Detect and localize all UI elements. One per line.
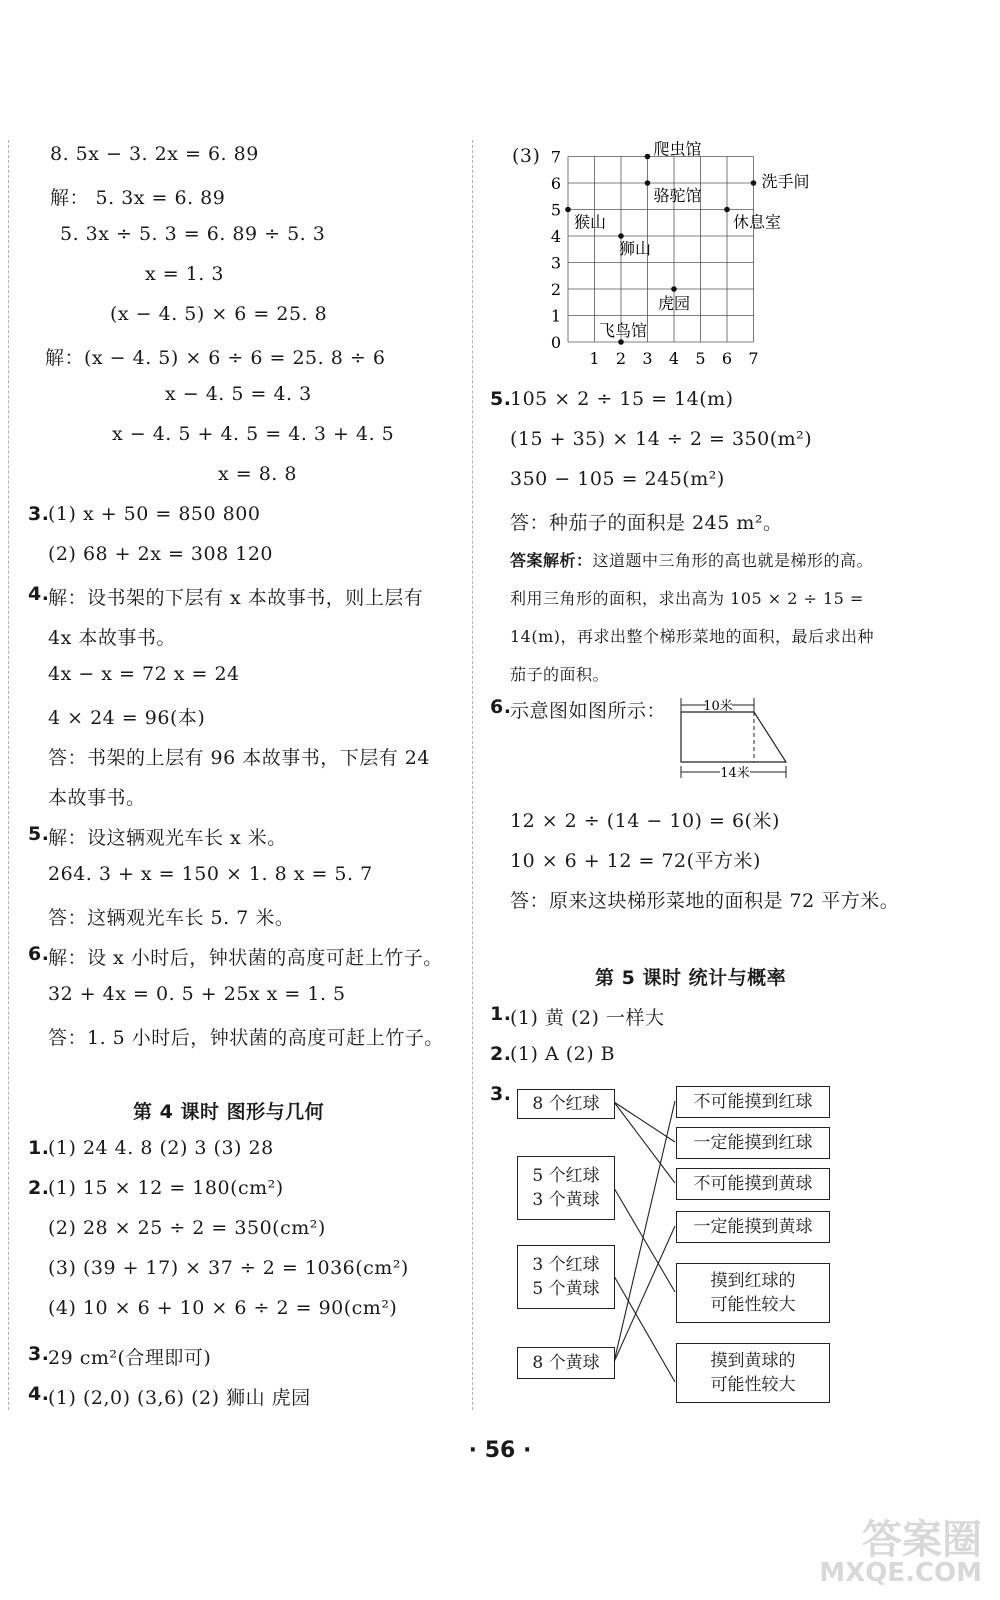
q3-line-2: (2) 68 + 2x = 308 120 — [48, 543, 274, 565]
r-q5-number: 5. — [490, 388, 512, 410]
r-q5-line-4: 答：种茄子的面积是 245 m²。 — [510, 512, 783, 534]
q6-line-3: 答：1. 5 小时后，钟状菌的高度可赶上竹子。 — [48, 1027, 444, 1049]
s4q3-number: 3. — [28, 1343, 50, 1365]
match-left-box-1-text: 8 个红球 — [532, 1094, 600, 1114]
y-tick-label: 7 — [550, 147, 562, 167]
x-tick-label: 7 — [748, 349, 759, 368]
q4-line-2: 4x 本故事书。 — [48, 627, 176, 649]
grid-point-label: 飞鸟馆 — [599, 321, 648, 340]
x-tick-label: 4 — [668, 349, 680, 368]
y-tick-label: 2 — [550, 280, 562, 299]
s5q2-text: (1) A (2) B — [510, 1043, 616, 1065]
s4q3-text: 29 cm²(合理即可) — [48, 1347, 212, 1369]
y-tick-label: 1 — [550, 306, 562, 326]
grid-point-label: 猴山 — [574, 212, 607, 232]
match-left-box-1 — [517, 1089, 615, 1119]
r-q5-analysis-line-3: 14(m)，再求出整个梯形菜地的面积，最后求出种 — [510, 627, 875, 646]
eq-b-line-4: x − 4. 5 + 4. 5 = 4. 3 + 4. 5 — [112, 423, 395, 445]
x-tick-label: 5 — [695, 349, 706, 368]
grid-point-label: 爬虫馆 — [653, 140, 702, 159]
s5q3-number: 3. — [490, 1083, 512, 1105]
match-right-box-5-line-2: 可能性较大 — [710, 1295, 796, 1315]
q5-line-1: 解：设这辆观光车长 x 米。 — [48, 827, 287, 849]
q4-line-4: 4 × 24 = 96(本) — [48, 707, 206, 729]
grid-point-label: 骆驼馆 — [653, 186, 702, 205]
q6-line-1: 解：设 x 小时后，钟状菌的高度可赶上竹子。 — [48, 947, 443, 969]
eq-b-line-2: 解：(x − 4. 5) × 6 ÷ 6 = 25. 8 ÷ 6 — [45, 347, 386, 369]
trapezoid-top-label: 10米 — [703, 699, 733, 714]
x-tick-label: 6 — [721, 349, 733, 368]
match-left-box-4 — [517, 1347, 615, 1379]
match-right-box-4-text: 一定能摸到黄球 — [693, 1217, 813, 1237]
s4q2-line-3: (3) (39 + 17) × 37 ÷ 2 = 1036(cm²) — [48, 1257, 409, 1279]
s4q2-number: 2. — [28, 1177, 50, 1199]
match-right-box-1 — [676, 1086, 830, 1118]
match-left-box-3-line-2: 5 个黄球 — [532, 1279, 600, 1299]
q5-number: 5. — [28, 823, 50, 845]
q6-line-2: 32 + 4x = 0. 5 + 25x x = 1. 5 — [48, 983, 346, 1005]
q5-line-3: 答：这辆观光车长 5. 7 米。 — [48, 907, 295, 929]
s4q4-text: (1) (2,0) (3,6) (2) 狮山 虎园 — [48, 1387, 311, 1409]
match-left-box-4-text: 8 个黄球 — [532, 1353, 600, 1373]
match-right-box-6 — [676, 1343, 830, 1403]
r-q5-line-1: 105 × 2 ÷ 15 = 14(m) — [510, 388, 734, 410]
s5q1-number: 1. — [490, 1003, 512, 1025]
match-left-box-2 — [517, 1156, 615, 1220]
q4-line-5: 答：书架的上层有 96 本故事书，下层有 24 — [48, 747, 430, 769]
match-left-box-2-line-2: 3 个黄球 — [532, 1190, 600, 1210]
r-q5-analysis-line-4: 茄子的面积。 — [510, 665, 610, 684]
s4q2-line-1: (1) 15 × 12 = 180(cm²) — [48, 1177, 284, 1199]
q3-number: 3. — [28, 503, 50, 525]
r-q5-line-2: (15 + 35) × 14 ÷ 2 = 350(m²) — [510, 428, 813, 450]
s4q4-number: 4. — [28, 1383, 50, 1405]
x-tick-label: 1 — [589, 349, 600, 368]
r-q6-line-1: 12 × 2 ÷ (14 − 10) = 6(米) — [510, 810, 780, 832]
q6-number: 6. — [28, 943, 50, 965]
s4q1-number: 1. — [28, 1137, 50, 1159]
match-right-box-5-line-1: 摸到红球的 — [710, 1271, 796, 1291]
section-5-title: 第 5 课时 统计与概率 — [595, 967, 787, 989]
match-left-box-2-line-1: 5 个红球 — [532, 1166, 600, 1186]
y-tick-label: 0 — [550, 333, 562, 352]
match-right-box-4 — [676, 1211, 830, 1243]
s4q2-line-2: (2) 28 × 25 ÷ 2 = 350(cm²) — [48, 1217, 326, 1239]
q5-line-2: 264. 3 + x = 150 × 1. 8 x = 5. 7 — [48, 863, 373, 885]
eq-a-line-3: 5. 3x ÷ 5. 3 = 6. 89 ÷ 5. 3 — [60, 223, 326, 245]
watermark-url: MXQE.COM — [819, 1558, 982, 1588]
s4q2-line-4: (4) 10 × 6 + 10 × 6 ÷ 2 = 90(cm²) — [48, 1297, 398, 1319]
match-right-box-3 — [676, 1168, 830, 1200]
eq-a-line-2: 解： 5. 3x = 6. 89 — [50, 187, 226, 209]
analysis-label: 答案解析： — [510, 551, 593, 570]
match-right-box-5 — [676, 1263, 830, 1323]
match-left-box-3 — [517, 1245, 615, 1309]
x-tick-label: 3 — [642, 349, 653, 368]
s5q1-text: (1) 黄 (2) 一样大 — [510, 1007, 665, 1029]
r-q6-intro: 示意图如图所示： — [510, 700, 667, 722]
grid-point-label: 虎园 — [658, 294, 691, 313]
r-q5-line-3: 350 − 105 = 245(m²) — [510, 468, 725, 490]
s5q2-number: 2. — [490, 1043, 512, 1065]
analysis-text-1: 这道题中三角形的高也就是梯形的高。 — [592, 551, 874, 570]
r-q5-analysis-line-2: 利用三角形的面积，求出高为 105 × 2 ÷ 15 = — [510, 589, 864, 608]
match-right-box-1-text: 不可能摸到红球 — [693, 1092, 813, 1112]
q4-line-6: 本故事书。 — [48, 787, 146, 809]
s4q1-text: (1) 24 4. 8 (2) 3 (3) 28 — [48, 1137, 274, 1159]
eq-b-line-5: x = 8. 8 — [218, 463, 297, 485]
match-right-box-6-line-1: 摸到黄球的 — [710, 1351, 796, 1371]
y-tick-label: 4 — [550, 227, 562, 246]
match-right-box-2-text: 一定能摸到红球 — [693, 1133, 813, 1153]
watermark-logo: 答案圈 — [862, 1517, 982, 1563]
eq-b-line-1: (x − 4. 5) × 6 = 25. 8 — [110, 303, 328, 325]
section-4-title: 第 4 课时 图形与几何 — [133, 1101, 325, 1123]
match-right-box-3-text: 不可能摸到黄球 — [693, 1174, 813, 1194]
q4-number: 4. — [28, 583, 50, 605]
grid-question-label: (3) — [512, 145, 541, 167]
q4-line-1: 解：设书架的下层有 x 本故事书，则上层有 — [48, 587, 424, 609]
q3-line-1: (1) x + 50 = 850 800 — [48, 503, 261, 525]
x-tick-label: 2 — [615, 349, 627, 368]
y-tick-label: 3 — [550, 253, 562, 273]
eq-a-line-4: x = 1. 3 — [145, 263, 224, 285]
grid-point-label: 狮山 — [619, 239, 652, 258]
y-tick-label: 6 — [550, 174, 562, 193]
r-q6-line-3: 答：原来这块梯形菜地的面积是 72 平方米。 — [510, 890, 900, 912]
r-q6-number: 6. — [490, 696, 512, 718]
trapezoid-bottom-label: 14米 — [720, 766, 750, 781]
eq-b-line-3: x − 4. 5 = 4. 3 — [165, 383, 312, 405]
grid-point-label: 洗手间 — [761, 172, 810, 191]
y-tick-label: 5 — [550, 200, 562, 220]
q4-line-3: 4x − x = 72 x = 24 — [48, 663, 240, 685]
match-right-box-2 — [676, 1127, 830, 1159]
match-left-box-3-line-1: 3 个红球 — [532, 1255, 600, 1275]
page-number: · 56 · — [468, 1438, 532, 1463]
r-q6-line-2: 10 × 6 + 12 = 72(平方米) — [510, 850, 761, 872]
grid-point-label: 休息室 — [733, 212, 782, 232]
match-right-box-6-line-2: 可能性较大 — [710, 1375, 796, 1395]
eq-a-line-1: 8. 5x − 3. 2x = 6. 89 — [50, 143, 259, 165]
